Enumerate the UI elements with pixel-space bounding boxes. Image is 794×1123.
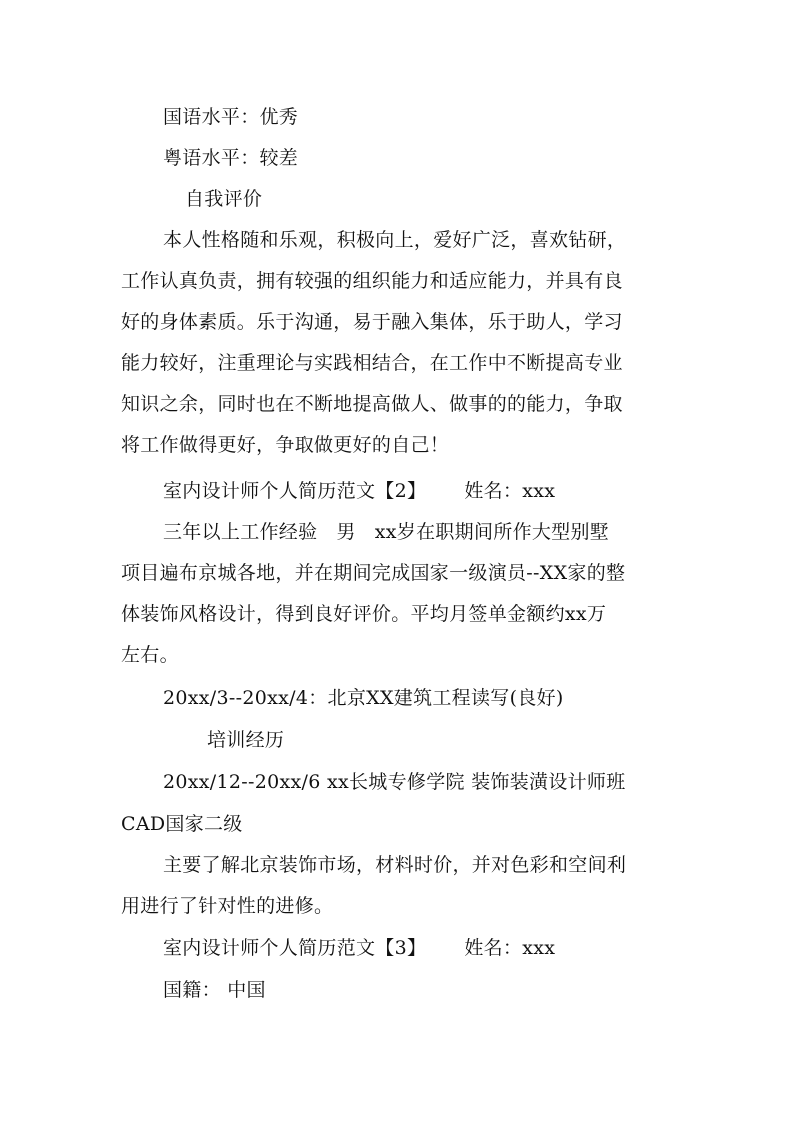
text-line: 三年以上工作经验 男 xx岁在职期间所作大型别墅 [163,521,610,543]
text-line: 粤语水平：较差 [163,147,299,169]
text-line: 国籍： 中国 [163,979,266,1001]
text-line: 工作认真负责，拥有较强的组织能力和适应能力，并具有良 [121,270,623,292]
text-line: 国语水平：优秀 [163,106,299,128]
text-line: 20xx/3--20xx/4：北京XX建筑工程读写(良好) [163,687,564,709]
text-line: 体装饰风格设计，得到良好评价。平均月签单金额约xx万 [121,603,607,625]
section-heading: 培训经历 [207,729,285,751]
text-line: 20xx/12--20xx/6 xx长城专修学院 装饰装潢设计师班 [163,771,626,793]
resume-title-line: 室内设计师个人简历范文【3】 姓名：xxx [163,937,556,959]
text-line: 项目遍布京城各地，并在期间完成国家一级演员--XX家的整 [121,562,626,584]
text-line: 知识之余，同时也在不断地提高做人、做事的的能力，争取 [121,393,623,415]
section-heading: 自我评价 [185,188,263,210]
text-line: 能力较好，注重理论与实践相结合，在工作中不断提高专业 [121,352,623,374]
resume-title-line: 室内设计师个人简历范文【2】 姓名：xxx [163,480,556,502]
text-line: 本人性格随和乐观，积极向上，爱好广泛，喜欢钻研， [163,229,627,251]
text-line: 主要了解北京装饰市场，材料时价，并对色彩和空间利 [163,854,627,876]
text-line: 用进行了针对性的进修。 [121,895,334,917]
text-line: 将工作做得更好，争取做更好的自己！ [121,434,450,456]
text-line: 左右。 [121,644,179,666]
text-line: CAD国家二级 [121,813,243,835]
text-line: 好的身体素质。乐于沟通，易于融入集体，乐于助人，学习 [121,311,623,333]
